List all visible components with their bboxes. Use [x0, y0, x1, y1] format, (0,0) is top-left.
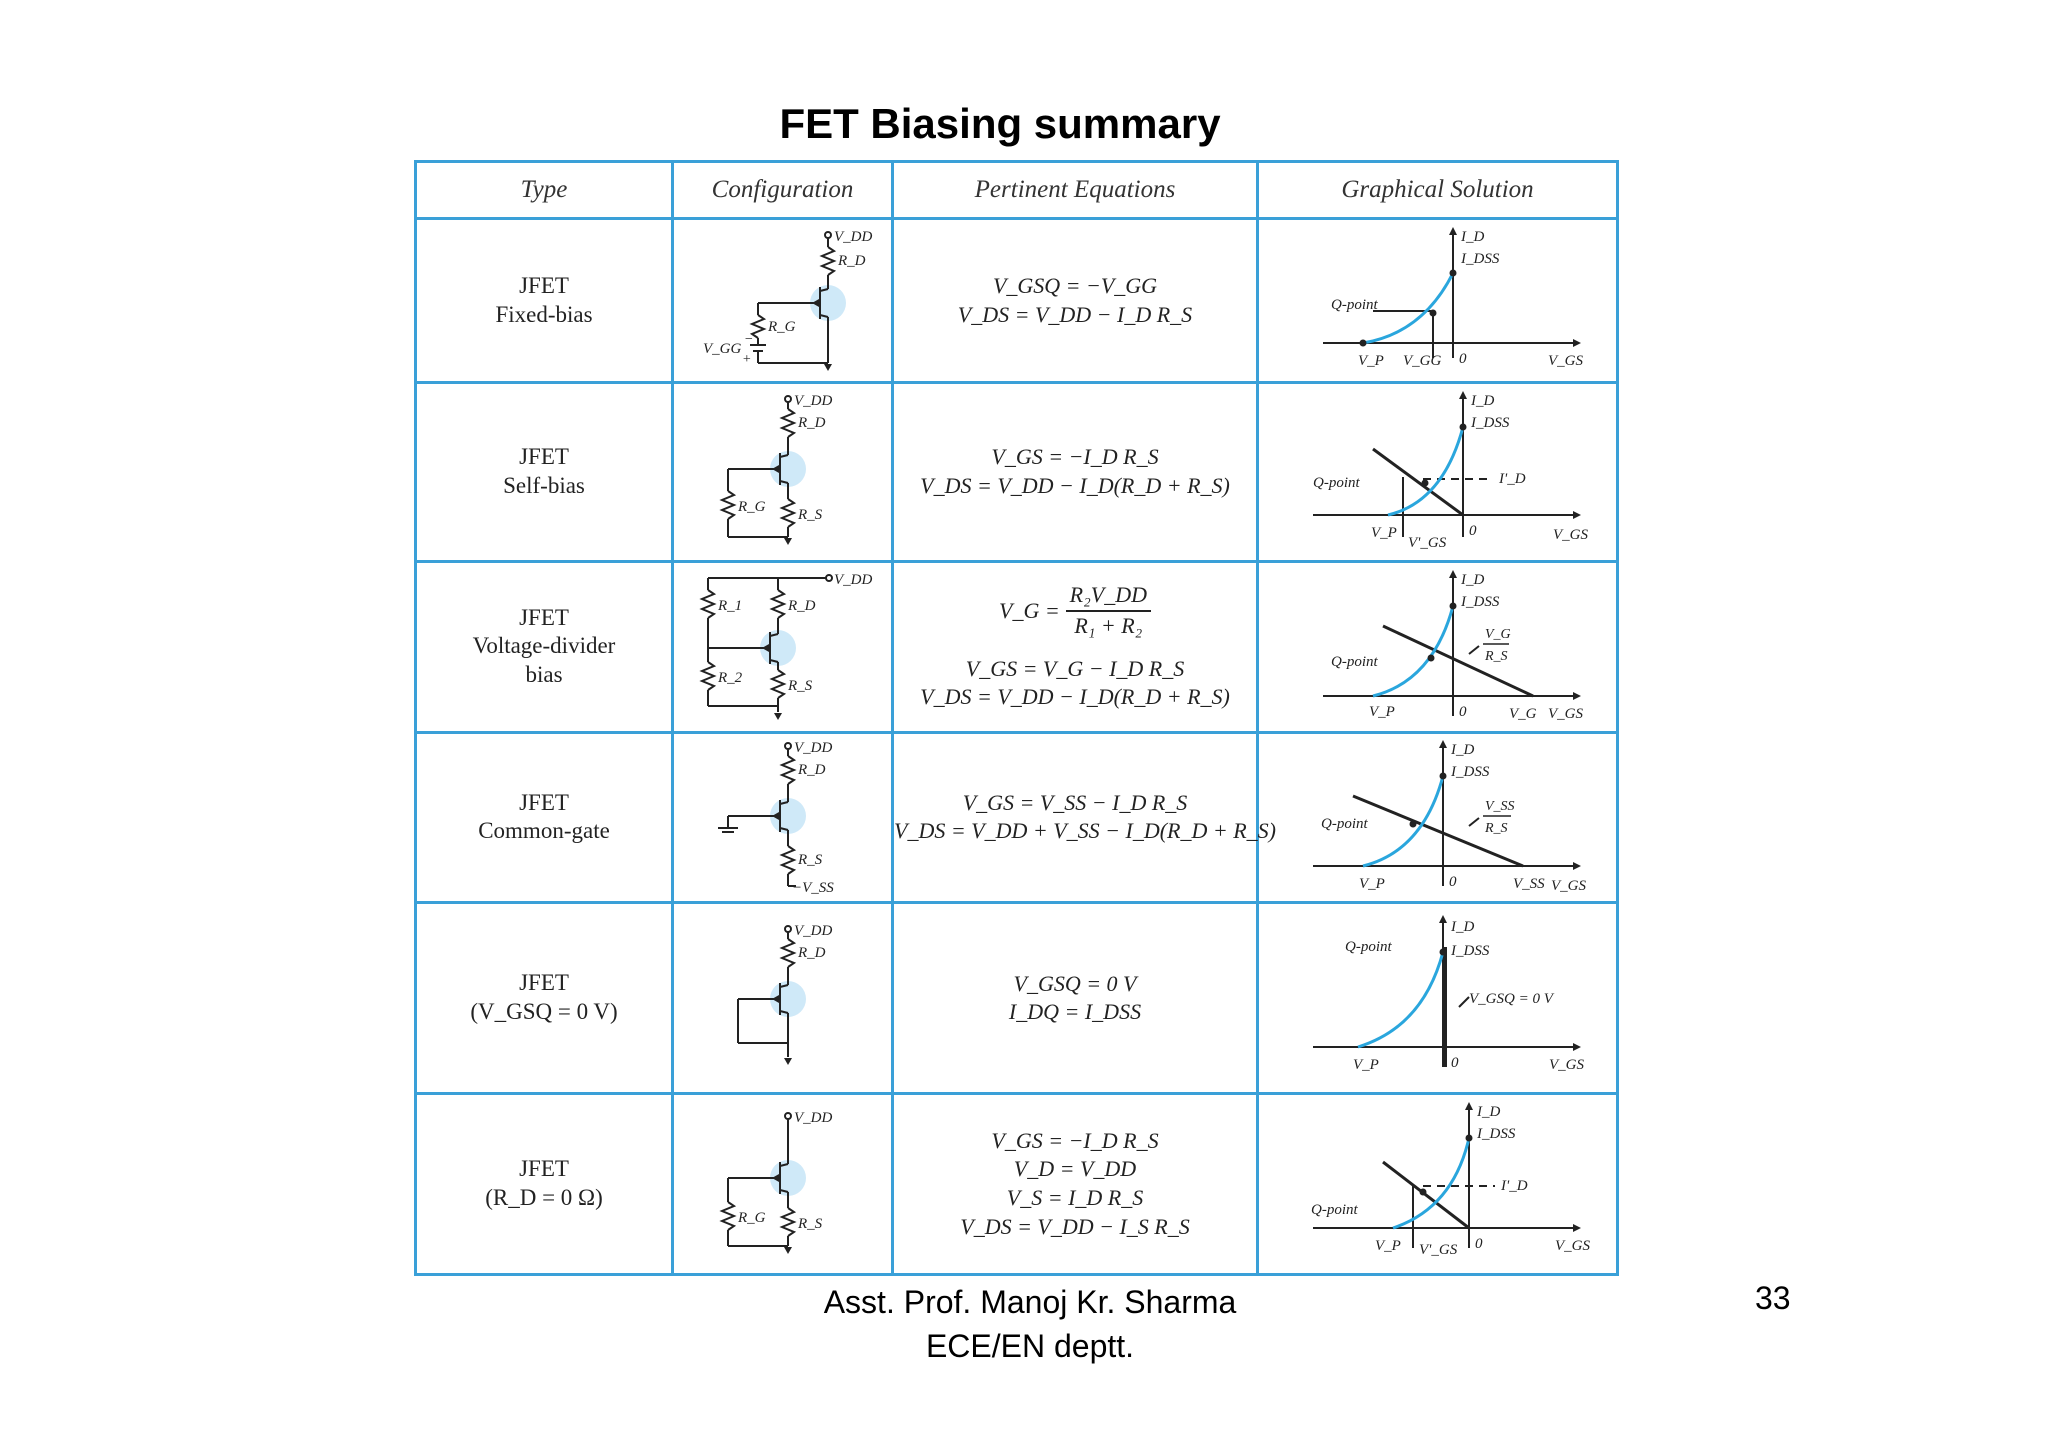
- graph-label-qpoint: Q-point: [1330, 297, 1378, 314]
- graph-label-id-prime: I'_D: [1498, 470, 1526, 487]
- type-line: JFET: [519, 444, 569, 470]
- type-cell: [416, 903, 673, 1094]
- vg-equation: [894, 581, 1256, 640]
- voltage-divider-transfer-graph: [1273, 566, 1603, 728]
- table-row: [416, 903, 1618, 1094]
- equation: V_DS = V_DD − I_S R_S: [960, 1213, 1190, 1239]
- type-line: Fixed-bias: [495, 301, 593, 327]
- type-line: JFET: [519, 1156, 569, 1182]
- graph-label-vp: V_P: [1358, 876, 1385, 893]
- equations-cell: [893, 561, 1258, 732]
- equation: V_GSQ = −V_GG: [992, 273, 1158, 299]
- type-line: JFET: [519, 970, 569, 996]
- graph-label-vgs: V_GS: [1552, 526, 1588, 543]
- graph-label-vgs: V_GS: [1548, 1057, 1584, 1074]
- biasing-summary-table: [414, 160, 1616, 1276]
- graph-label-idss: I_DSS: [1470, 414, 1509, 431]
- circuit-label-vdd: V_DD: [793, 740, 832, 757]
- type-line: JFET: [519, 789, 569, 815]
- graph-label-id: I_D: [1476, 1104, 1500, 1121]
- graph-label-vss: V_SS: [1512, 876, 1545, 893]
- graph-label-vp: V_P: [1357, 353, 1384, 370]
- circuit-label-rd: R_D: [797, 945, 825, 962]
- graph-label-id: I_D: [1450, 742, 1474, 759]
- plus-sign: +: [741, 352, 751, 368]
- graph-label-origin: 0: [1458, 703, 1466, 720]
- circuit-label-vdd: V_DD: [793, 1110, 832, 1127]
- graph-label-vgs: V_GS: [1550, 878, 1586, 895]
- equation: V_GS = −I_D R_S: [991, 1127, 1159, 1153]
- header-type: Type: [416, 162, 673, 219]
- common-gate-transfer-graph: [1273, 736, 1603, 898]
- type-line: Voltage-divider: [472, 633, 616, 659]
- vg-denominator: R₁ + R₂: [1074, 613, 1143, 639]
- circuit-label-r1: R_1: [717, 597, 742, 614]
- equation: V_S = I_D R_S: [1006, 1185, 1144, 1211]
- type-cell: [416, 1094, 673, 1275]
- equations-cell: [893, 1094, 1258, 1275]
- graph-label-vp: V_P: [1352, 1057, 1379, 1074]
- type-cell: [416, 382, 673, 561]
- header-equations: Pertinent Equations: [893, 162, 1258, 219]
- equation: V_DS = V_DD − I_D R_S: [957, 301, 1193, 327]
- graph-label-origin: 0: [1468, 522, 1476, 539]
- graph-cell: [1258, 732, 1618, 903]
- circuit-label-vdd: V_DD: [793, 923, 832, 940]
- graph-label-qpoint: Q-point: [1310, 1202, 1358, 1219]
- graph-cell: [1258, 1094, 1618, 1275]
- circuit-label-vdd: V_DD: [833, 229, 872, 246]
- self-bias-transfer-graph: [1273, 387, 1603, 557]
- graph-label-qpoint: Q-point: [1312, 474, 1360, 491]
- circuit-label-rs: R_S: [797, 506, 822, 523]
- circuit-label-rg: R_G: [737, 498, 765, 515]
- equations-cell: [893, 903, 1258, 1094]
- table-row: [416, 219, 1618, 383]
- graph-cell: [1258, 903, 1618, 1094]
- circuit-label-rd: R_D: [837, 253, 865, 270]
- graph-label-qpoint: Q-point: [1330, 653, 1378, 670]
- graph-label-slope-den: R_S: [1484, 821, 1508, 837]
- graph-label-slope-den: R_S: [1484, 648, 1508, 664]
- equation: V_GS = V_SS − I_D R_S: [962, 789, 1188, 815]
- vg-numerator: R₂V_DD: [1066, 581, 1151, 612]
- equations-cell: [893, 382, 1258, 561]
- equation: V_GS = V_G − I_D R_S: [965, 655, 1185, 681]
- circuit-label-vss: −V_SS: [791, 880, 834, 897]
- equation: V_DS = V_DD + V_SS − I_D(R_D + R_S): [894, 818, 1276, 844]
- circuit-label-rd: R_D: [797, 762, 825, 779]
- graph-label-id: I_D: [1470, 392, 1494, 409]
- zero-rd-transfer-graph: [1273, 1098, 1603, 1270]
- circuit-label-rg: R_G: [737, 1210, 765, 1227]
- circuit-label-rs: R_S: [797, 1216, 822, 1233]
- type-cell: [416, 561, 673, 732]
- fixed-bias-circuit-diagram: [678, 223, 888, 378]
- graph-label-origin: 0: [1458, 351, 1466, 368]
- equation: V_DS = V_DD − I_D(R_D + R_S): [920, 684, 1230, 710]
- equation: V_DS = V_DD − I_D(R_D + R_S): [920, 472, 1230, 498]
- type-line: (V_GSQ = 0 V): [470, 999, 618, 1025]
- vg-fraction: [1066, 581, 1151, 640]
- minus-sign: −: [743, 332, 753, 348]
- graph-label-vgs: V_GS: [1547, 705, 1583, 722]
- configuration-cell: [673, 382, 893, 561]
- common-gate-circuit-diagram: [678, 736, 888, 898]
- graph-cell: [1258, 382, 1618, 561]
- zero-rd-circuit-diagram: [678, 1098, 888, 1270]
- equations-cell: [893, 732, 1276, 903]
- voltage-divider-circuit-diagram: [678, 566, 888, 728]
- graph-label-id: I_D: [1460, 571, 1484, 588]
- graph-label-origin: 0: [1448, 874, 1456, 891]
- graph-label-id: I_D: [1460, 229, 1484, 246]
- circuit-label-rg: R_G: [767, 319, 795, 336]
- type-line: bias: [525, 662, 563, 688]
- circuit-label-rs: R_S: [797, 852, 822, 869]
- graph-label-qpoint: Q-point: [1344, 939, 1392, 956]
- zero-vgs-circuit-diagram: [678, 907, 888, 1089]
- header-configuration: Configuration: [673, 162, 893, 219]
- graph-label-slope-num: V_SS: [1484, 799, 1515, 815]
- equation: I_DQ = I_DSS: [1008, 999, 1142, 1025]
- graph-label-vgs-prime: V'_GS: [1407, 534, 1446, 551]
- type-cell: [416, 732, 673, 903]
- equations-cell: [893, 219, 1258, 383]
- graph-cell: [1258, 219, 1618, 383]
- circuit-label-vdd: V_DD: [793, 392, 832, 409]
- configuration-cell: [673, 903, 893, 1094]
- graph-label-idss: I_DSS: [1450, 943, 1489, 960]
- graph-label-slope-num: V_G: [1484, 626, 1511, 642]
- circuit-label-rs: R_S: [787, 677, 812, 694]
- graph-label-vgs-prime: V'_GS: [1418, 1242, 1457, 1259]
- fixed-bias-transfer-graph: [1273, 223, 1603, 378]
- configuration-cell: [673, 732, 893, 903]
- configuration-cell: [673, 561, 893, 732]
- type-line: JFET: [519, 604, 569, 630]
- graph-cell: [1258, 561, 1618, 732]
- graph-label-idss: I_DSS: [1460, 593, 1499, 610]
- type-line: JFET: [519, 272, 569, 298]
- equation: V_D = V_DD: [1013, 1156, 1137, 1182]
- self-bias-circuit-diagram: [678, 387, 888, 557]
- vg-equation-lhs: V_G =: [999, 597, 1060, 623]
- graph-label-idss: I_DSS: [1476, 1126, 1515, 1143]
- configuration-cell: [673, 219, 893, 383]
- table-row: [416, 1094, 1618, 1275]
- graph-label-vgg: V_GG: [1402, 353, 1441, 370]
- type-line: Common-gate: [478, 818, 610, 844]
- table-row: [416, 561, 1618, 732]
- graph-label-vp: V_P: [1370, 524, 1397, 541]
- graph-label-vp: V_P: [1374, 1238, 1401, 1255]
- graph-label-vp: V_P: [1368, 703, 1395, 720]
- zero-vgs-transfer-graph: [1273, 907, 1603, 1089]
- graph-label-id: I_D: [1450, 919, 1474, 936]
- header-graphical-solution: Graphical Solution: [1258, 162, 1618, 219]
- graph-label-idss: I_DSS: [1460, 251, 1499, 268]
- type-line: (R_D = 0 Ω): [485, 1185, 603, 1211]
- header-row: [416, 162, 1618, 219]
- circuit-label-r2: R_2: [717, 669, 742, 686]
- circuit-label-vgg: V_GG: [702, 341, 741, 358]
- graph-label-origin: 0: [1450, 1055, 1458, 1072]
- equation: V_GS = −I_D R_S: [991, 444, 1159, 470]
- graph-label-vgs: V_GS: [1547, 353, 1583, 370]
- type-cell: [416, 219, 673, 383]
- table-row: [416, 382, 1618, 561]
- graph-label-vg: V_G: [1508, 705, 1536, 722]
- department: ECE/EN deptt.: [925, 1328, 1135, 1364]
- circuit-label-rd: R_D: [797, 414, 825, 431]
- graph-label-vgs: V_GS: [1554, 1238, 1590, 1255]
- author-name: Asst. Prof. Manoj Kr. Sharma: [823, 1284, 1237, 1320]
- configuration-cell: [673, 1094, 893, 1275]
- graph-label-id-prime: I'_D: [1500, 1178, 1528, 1195]
- equation: V_GSQ = 0 V: [1013, 970, 1137, 996]
- graph-label-vgsq-zero: V_GSQ = 0 V: [1468, 991, 1553, 1008]
- author-block: [0, 1280, 2048, 1368]
- circuit-label-rd: R_D: [787, 597, 815, 614]
- page-number: 33: [1755, 1280, 1791, 1316]
- circuit-label-vdd: V_DD: [833, 571, 872, 588]
- type-line: Self-bias: [503, 472, 585, 498]
- graph-label-origin: 0: [1474, 1236, 1482, 1253]
- graph-label-idss: I_DSS: [1450, 764, 1489, 781]
- table-row: [416, 732, 1618, 903]
- slide-title: FET Biasing summary: [779, 100, 1221, 147]
- graph-label-qpoint: Q-point: [1320, 816, 1368, 833]
